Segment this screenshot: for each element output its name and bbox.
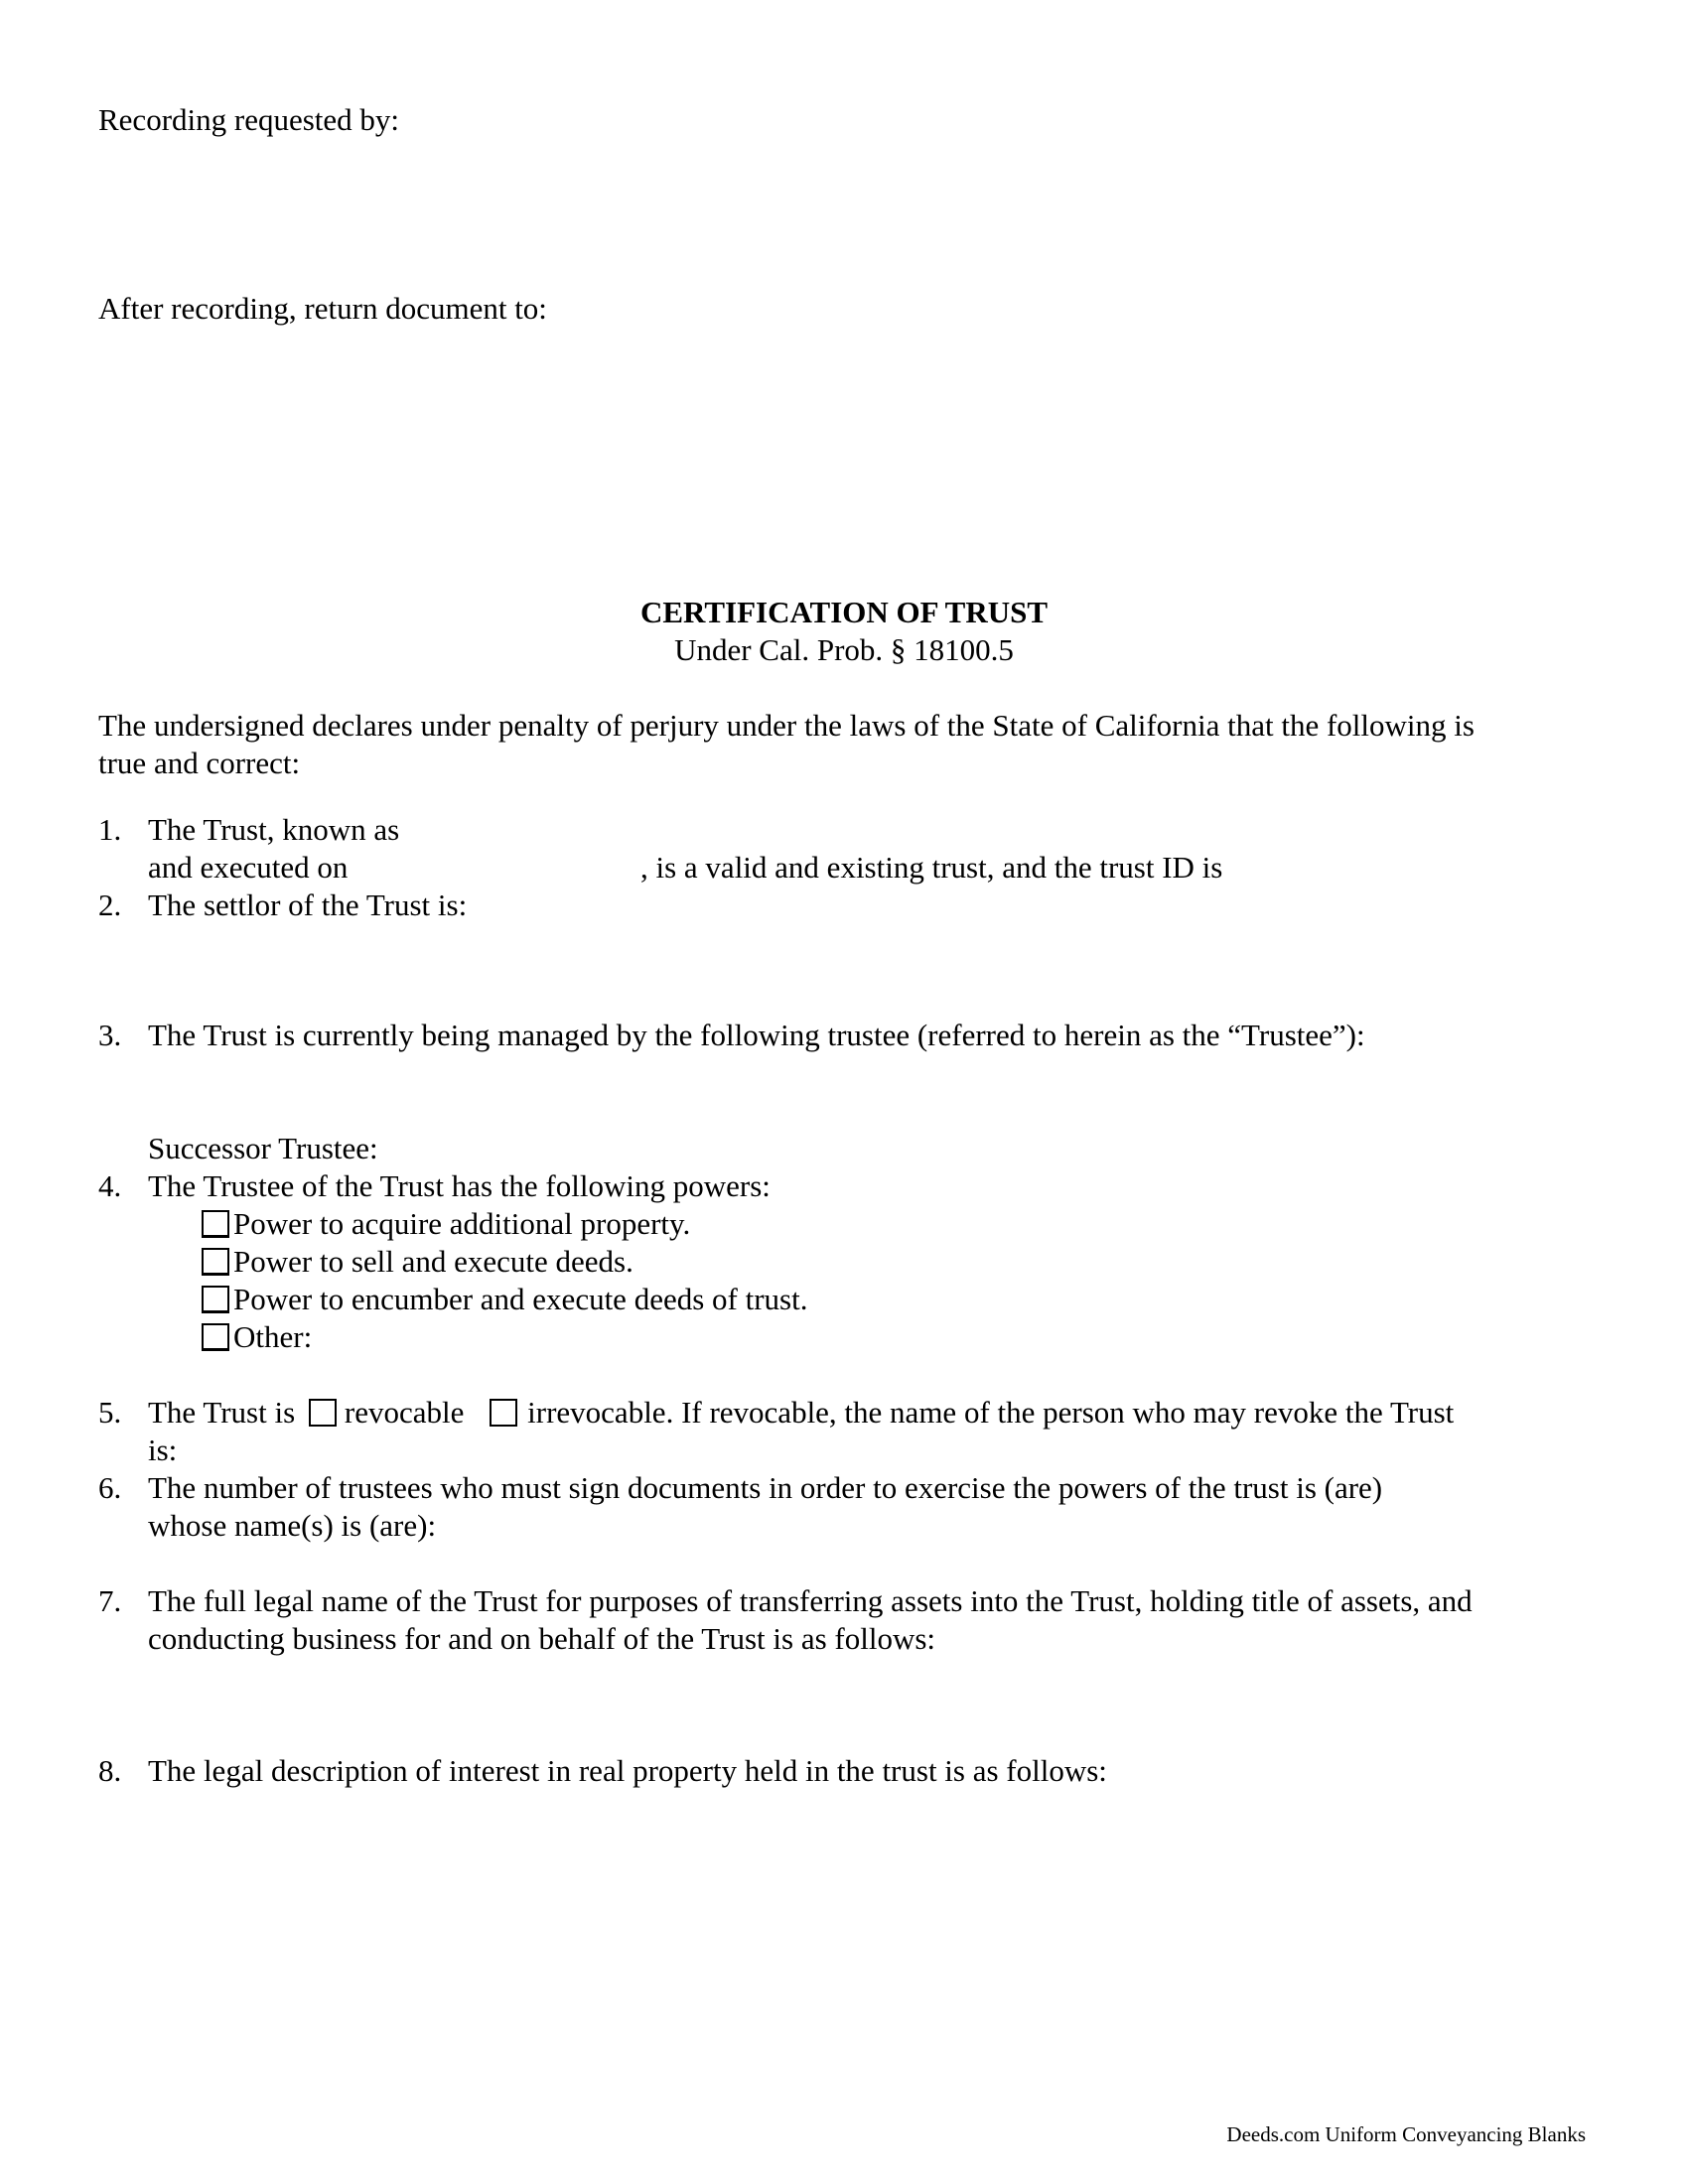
item-5-line-1 (148, 1394, 1454, 1432)
document-title: CERTIFICATION OF TRUST (639, 595, 1049, 629)
item-3-number: 3. (98, 1018, 122, 1052)
intro-line-1: The undersigned declares under penalty of perjury under the laws of the State of California that the following is (98, 708, 1475, 743)
power-other-checkbox[interactable] (202, 1323, 229, 1351)
intro-line-2: true and correct: (98, 746, 301, 780)
item-7-number: 7. (98, 1583, 122, 1618)
item-1-line-2b: , is a valid and existing trust, and the trust ID is (640, 850, 1223, 885)
item-7-line-2: conducting business for and on behalf of the Trust is as follows: (148, 1621, 936, 1656)
successor-trustee-label: Successor Trustee: (148, 1131, 378, 1165)
irrevocable-label: irrevocable. If revocable, the name of the person who may revoke the Trust (527, 1395, 1455, 1430)
item-6-number: 6. (98, 1470, 122, 1505)
item-6-line-2: whose name(s) is (are): (148, 1508, 437, 1543)
power-encumber-label: Power to encumber and execute deeds of trust. (233, 1282, 808, 1316)
power-sell-checkbox[interactable] (202, 1248, 229, 1276)
power-other-label: Other: (233, 1319, 313, 1354)
item-8-number: 8. (98, 1753, 122, 1788)
power-sell-option[interactable] (202, 1243, 633, 1281)
item-8-text: The legal description of interest in real property held in the trust is as follows: (148, 1753, 1107, 1788)
recording-requested-label: Recording requested by: (98, 102, 400, 137)
revocable-checkbox[interactable] (309, 1399, 337, 1427)
item-5-line-2: is: (148, 1433, 178, 1467)
item-2-number: 2. (98, 887, 122, 922)
item-4-number: 4. (98, 1168, 122, 1203)
revocable-label: revocable (344, 1395, 465, 1430)
item-2-text: The settlor of the Trust is: (148, 887, 468, 922)
item-3-text: The Trust is currently being managed by the following trustee (referred to herein as the “Trustee”): (148, 1018, 1365, 1052)
item-1-line-1: The Trust, known as (148, 812, 400, 847)
item-1-number: 1. (98, 812, 122, 847)
item-1-line-2a: and executed on (148, 850, 349, 885)
item-5-prefix: The Trust is (148, 1395, 296, 1430)
power-acquire-option[interactable] (202, 1205, 690, 1243)
power-acquire-checkbox[interactable] (202, 1210, 229, 1238)
document-subtitle: Under Cal. Prob. § 18100.5 (674, 632, 1014, 667)
power-encumber-option[interactable] (202, 1281, 807, 1318)
footer-text: Deeds.com Uniform Conveyancing Blanks (1226, 2122, 1586, 2146)
item-6-line-1: The number of trustees who must sign documents in order to exercise the powers of the trust is (are) (148, 1470, 1383, 1505)
item-4-text: The Trustee of the Trust has the following powers: (148, 1168, 771, 1203)
power-acquire-label: Power to acquire additional property. (233, 1206, 691, 1241)
return-to-label: After recording, return document to: (98, 291, 547, 326)
irrevocable-checkbox[interactable] (490, 1399, 517, 1427)
power-other-option[interactable] (202, 1318, 312, 1356)
item-7-line-1: The full legal name of the Trust for purposes of transferring assets into the Trust, holding title of assets, and (148, 1583, 1473, 1618)
item-5-number: 5. (98, 1395, 122, 1430)
power-sell-label: Power to sell and execute deeds. (233, 1244, 633, 1279)
power-encumber-checkbox[interactable] (202, 1286, 229, 1313)
